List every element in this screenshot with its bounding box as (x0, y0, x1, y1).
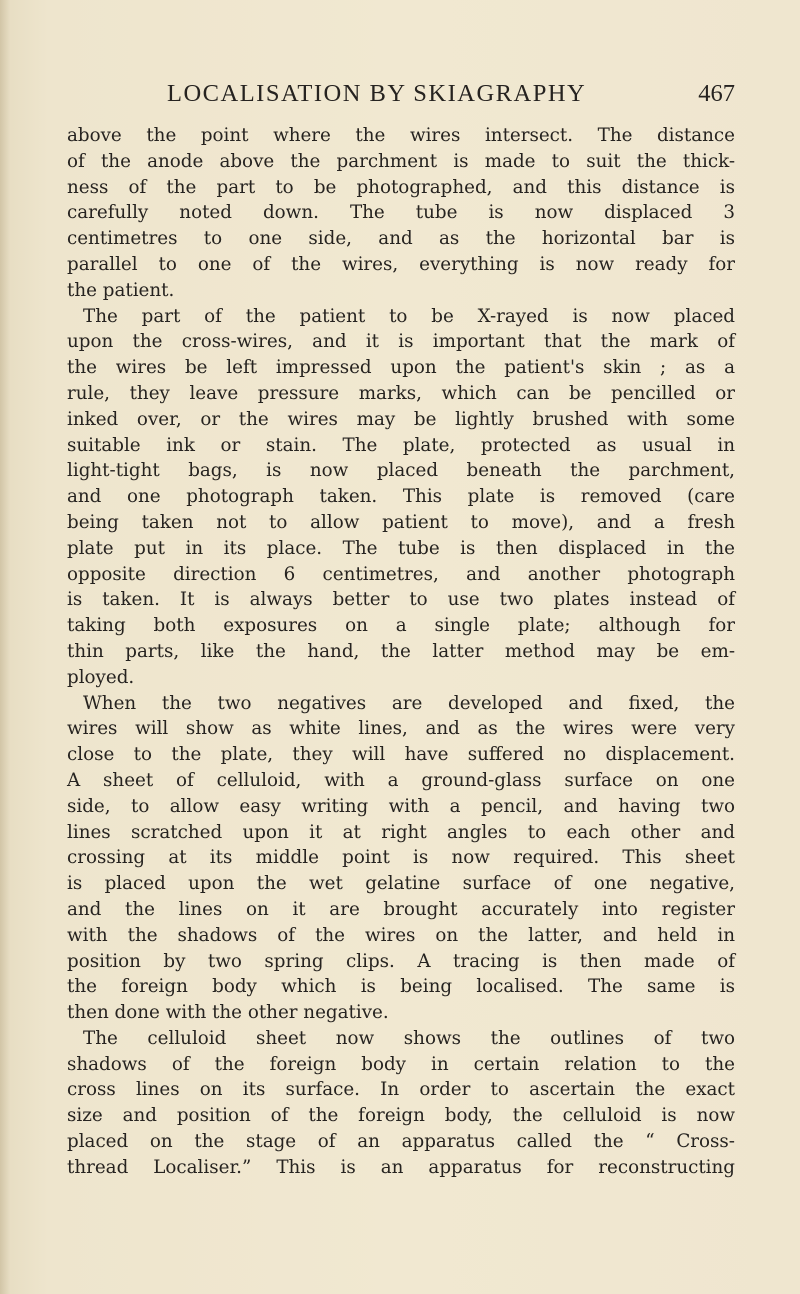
text-line: taking both exposures on a single plate; although for (67, 615, 735, 637)
text-line: parallel to one of the wires, everything is now ready for (67, 253, 735, 275)
text-line: with the shadows of the wires on the latter, and held in (67, 924, 735, 946)
text-line: cross lines on its surface. In order to ascertain the exact (67, 1079, 735, 1101)
text-line: plate put in its place. The tube is then displaced in the (67, 537, 735, 559)
text-line: the wires be left impressed upon the patient's skin ; as a (67, 357, 735, 379)
text-line: upon the cross-wires, and it is important that the mark of (67, 331, 735, 353)
body-text (67, 123, 735, 1181)
page-header (67, 80, 735, 120)
text-line: and the lines on it are brought accurately into register (67, 898, 735, 920)
text-line: opposite direction 6 centimetres, and another photograph (67, 563, 735, 585)
text-line: position by two spring clips. A tracing is then made of (67, 950, 735, 972)
text-line: thread Localiser.” This is an apparatus for reconstructing (67, 1156, 735, 1178)
text-line: inked over, or the wires may be lightly brushed with some (67, 408, 735, 430)
text-line: ployed. (67, 666, 135, 688)
text-line: crossing at its middle point is now required. This sheet (67, 847, 735, 869)
text-line: the foreign body which is being localised. The same is (67, 976, 735, 998)
text-line: close to the plate, they will have suffered no displacement. (67, 744, 735, 766)
text-line: rule, they leave pressure marks, which can be pencilled or (67, 382, 735, 404)
text-line: lines scratched upon it at right angles to each other and (67, 821, 735, 843)
running-head: LOCALISATION BY SKIAGRAPHY (167, 80, 587, 107)
page-number: 467 (698, 80, 735, 107)
text-line: of the anode above the parchment is made to suit the thick- (67, 150, 735, 172)
page-binding-shadow (0, 0, 10, 1294)
text-line: then done with the other negative. (67, 1002, 389, 1024)
text-line: is taken. It is always better to use two plates instead of (67, 589, 735, 611)
text-line: The part of the patient to be X-rayed is now placed (83, 305, 735, 327)
text-line: shadows of the foreign body in certain relation to the (67, 1053, 735, 1075)
text-line: the patient. (67, 279, 175, 301)
text-line: light-tight bags, is now placed beneath the parchment, (67, 460, 735, 482)
text-line: placed on the stage of an apparatus called the “ Cross- (67, 1131, 735, 1153)
text-line: thin parts, like the hand, the latter method may be em- (67, 640, 735, 662)
text-line: ness of the part to be photographed, and this distance is (67, 176, 735, 198)
text-line: is placed upon the wet gelatine surface of one negative, (67, 873, 735, 895)
text-line: and one photograph taken. This plate is removed (care (67, 486, 735, 508)
text-line: side, to allow easy writing with a pencil, and having two (67, 795, 735, 817)
text-line: being taken not to allow patient to move), and a fresh (67, 511, 735, 533)
text-line: centimetres to one side, and as the horizontal bar is (67, 228, 735, 250)
text-line: A sheet of celluloid, with a ground-glass surface on one (67, 769, 735, 791)
text-line: above the point where the wires intersect. The distance (67, 125, 735, 146)
text-line: The celluloid sheet now shows the outlines of two (83, 1027, 735, 1049)
text-line: carefully noted down. The tube is now displaced 3 (67, 202, 735, 224)
text-line: suitable ink or stain. The plate, protected as usual in (67, 434, 735, 456)
text-line: wires will show as white lines, and as the wires were very (67, 718, 735, 740)
text-line: size and position of the foreign body, the celluloid is now (67, 1105, 735, 1127)
text-line: When the two negatives are developed and fixed, the (83, 692, 735, 714)
